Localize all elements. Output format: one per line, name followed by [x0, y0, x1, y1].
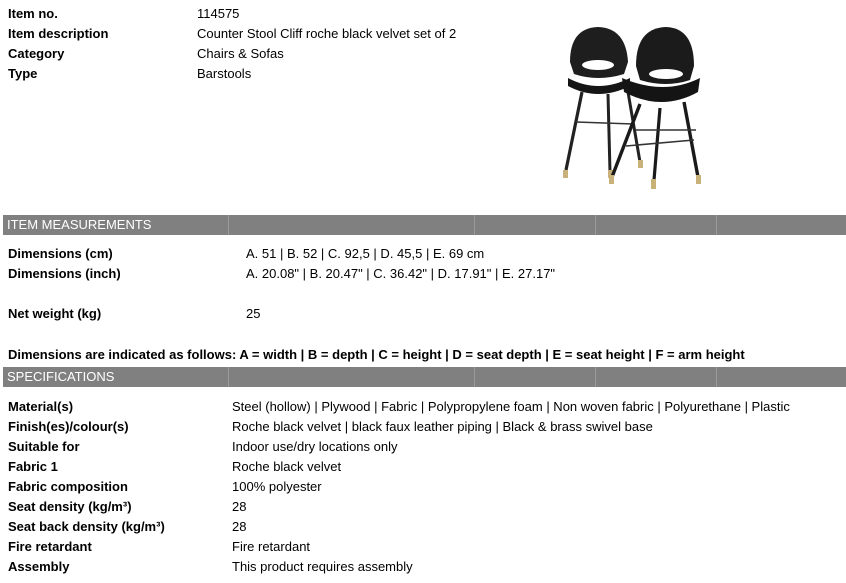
spec-value: Roche black velvet | black faux leather piping | Black & brass swivel base: [232, 419, 653, 434]
net-weight-value: 25: [246, 306, 261, 321]
spec-label: Fabric composition: [8, 479, 128, 494]
item-no-label: Item no.: [8, 6, 58, 21]
dimensions-note: Dimensions are indicated as follows: A = width | B = depth | C = height | D = seat depth | E = seat height | F = arm height: [8, 347, 745, 362]
type-value: Barstools: [197, 66, 252, 81]
spec-value: This product requires assembly: [232, 559, 413, 574]
category-label: Category: [8, 46, 65, 61]
dimensions-cm-label: Dimensions (cm): [8, 246, 113, 261]
product-image: [548, 22, 732, 202]
spec-value: 28: [232, 519, 247, 534]
spec-label: Material(s): [8, 399, 74, 414]
spec-value: Roche black velvet: [232, 459, 342, 474]
dimensions-inch-value: A. 20.08" | B. 20.47" | C. 36.42" | D. 17.91" | E. 27.17": [246, 266, 556, 281]
specifications-title: SPECIFICATIONS: [7, 369, 115, 384]
spec-label: Seat back density (kg/m³): [8, 519, 165, 534]
dimensions-inch-label: Dimensions (inch): [8, 266, 121, 281]
spec-label: Assembly: [8, 559, 70, 574]
specifications-header: [3, 367, 846, 387]
spec-value: 100% polyester: [232, 479, 322, 494]
header-divider: [716, 367, 717, 387]
header-divider: [228, 367, 229, 387]
back-stool: [563, 27, 643, 178]
spec-label: Finish(es)/colour(s): [8, 419, 129, 434]
net-weight-label: Net weight (kg): [8, 306, 102, 321]
spec-value: 28: [232, 499, 247, 514]
header-divider: [595, 215, 596, 235]
header-divider: [595, 367, 596, 387]
category-value: Chairs & Sofas: [197, 46, 284, 61]
item-measurements-title: ITEM MEASUREMENTS: [7, 217, 152, 232]
item-description-value: Counter Stool Cliff roche black velvet set of 2: [197, 26, 457, 41]
spec-label: Fabric 1: [8, 459, 58, 474]
item-description-label: Item description: [8, 26, 109, 41]
header-divider: [474, 367, 475, 387]
header-divider: [716, 215, 717, 235]
item-measurements-header: [3, 215, 846, 235]
spec-label: Suitable for: [8, 439, 80, 454]
spec-label: Fire retardant: [8, 539, 92, 554]
dimensions-cm-value: A. 51 | B. 52 | C. 92,5 | D. 45,5 | E. 69 cm: [246, 246, 485, 261]
spec-value: Steel (hollow) | Plywood | Fabric | Polypropylene foam | Non woven fabric | Polyurethane | Plastic: [232, 399, 790, 414]
header-divider: [474, 215, 475, 235]
header-divider: [228, 215, 229, 235]
item-no-value: 114575: [197, 6, 240, 21]
spec-label: Seat density (kg/m³): [8, 499, 132, 514]
type-label: Type: [8, 66, 38, 81]
spec-value: Fire retardant: [232, 539, 311, 554]
spec-value: Indoor use/dry locations only: [232, 439, 398, 454]
